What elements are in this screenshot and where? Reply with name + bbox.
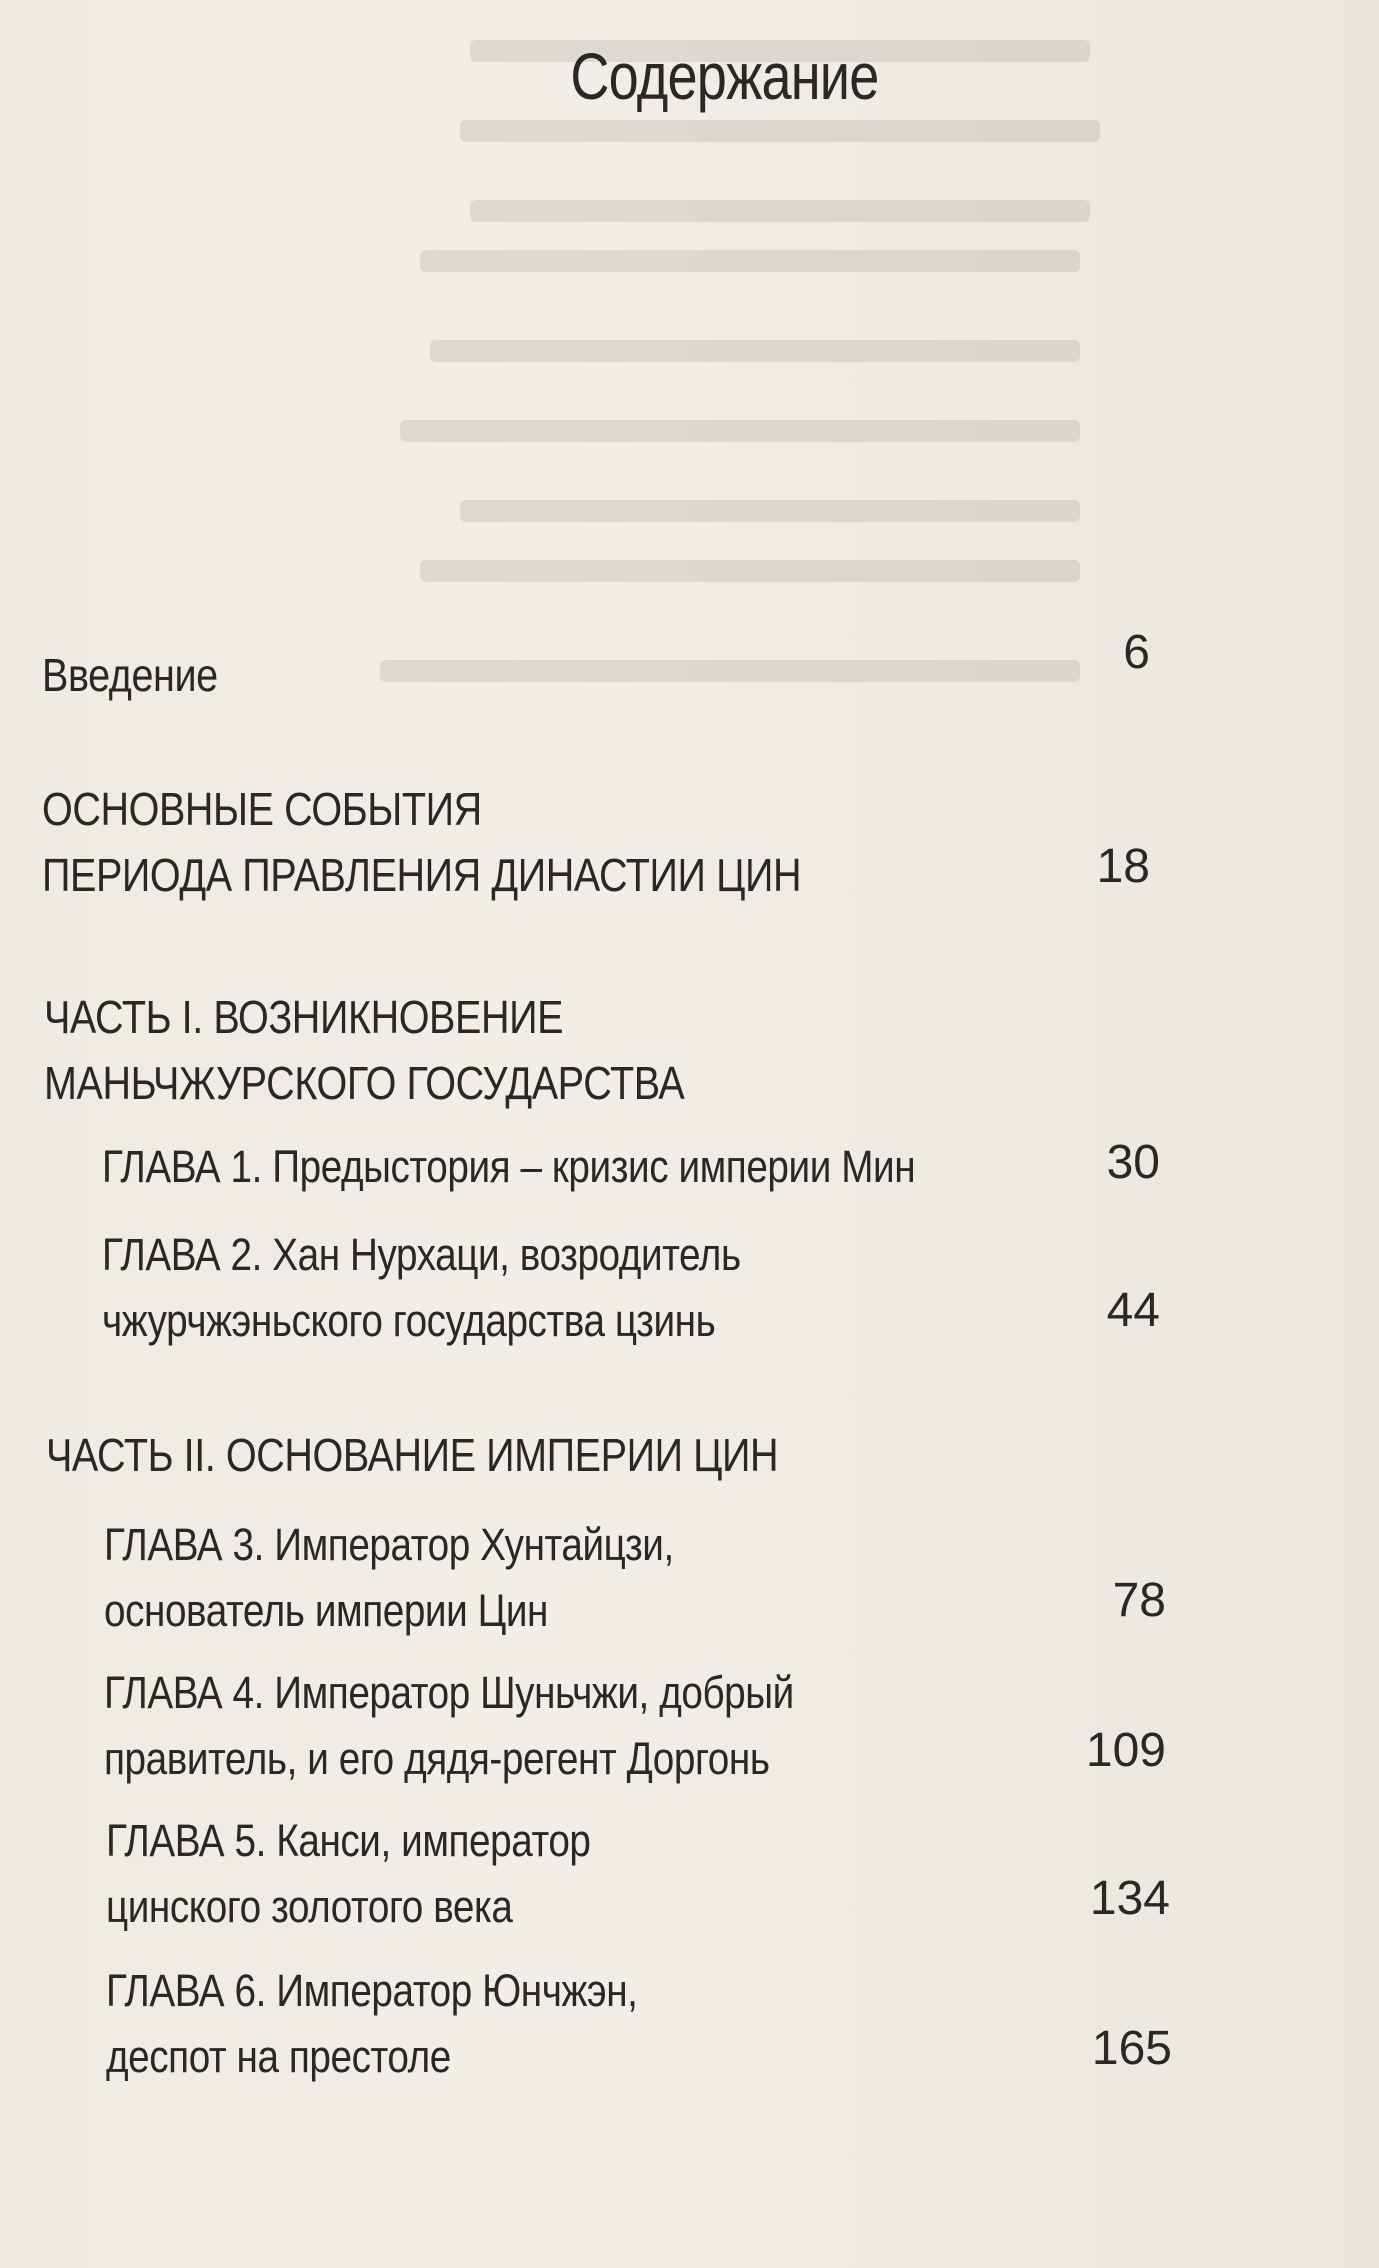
toc-part-line: ЧАСТЬ I. ВОЗНИКНОВЕНИЕ — [44, 991, 564, 1043]
toc-page-number: 109 — [1085, 1724, 1166, 1777]
toc-page-number: 6 — [1123, 626, 1150, 679]
toc-entry-main-events — [42, 776, 925, 908]
toc-part-line: ЧАСТЬ II. ОСНОВАНИЕ ИМПЕРИИ ЦИН — [46, 1429, 779, 1481]
toc-part-heading — [44, 984, 789, 1116]
toc-entry-line: ПЕРИОДА ПРАВЛЕНИЯ ДИНАСТИИ ЦИН — [42, 849, 802, 901]
toc-part-heading — [46, 1422, 897, 1488]
toc-part-line: МАНЬЧЖУРСКОГО ГОСУДАРСТВА — [44, 1057, 685, 1109]
toc-page-number: 18 — [1096, 840, 1150, 893]
toc-page-number: 78 — [1112, 1574, 1166, 1627]
toc-chapter-line: ГЛАВА 6. Император Юнчжэн, — [106, 1965, 638, 2016]
toc-page-number: 165 — [1091, 2022, 1172, 2075]
toc-entry-line: ОСНОВНЫЕ СОБЫТИЯ — [42, 783, 482, 835]
toc-chapter-line: цинского золотого века — [106, 1881, 513, 1932]
toc-chapter-line: правитель, и его дядя-регент Доргонь — [104, 1733, 770, 1784]
toc-chapter-entry — [102, 1222, 845, 1354]
toc-page-number: 44 — [1106, 1284, 1160, 1337]
toc-page-number: 134 — [1089, 1872, 1170, 1925]
toc-chapter-line: ГЛАВА 3. Император Хунтайцзи, — [104, 1519, 674, 1570]
toc-entry-introduction — [42, 642, 246, 708]
toc-chapter-line: ГЛАВА 2. Хан Нурхаци, возродитель — [102, 1229, 741, 1280]
toc-chapter-line: чжурчжэньского государства цзинь — [102, 1295, 716, 1346]
toc-chapter-entry — [106, 1808, 669, 1940]
toc-chapter-entry — [104, 1660, 906, 1792]
toc-chapter-line: ГЛАВА 5. Канси, император — [106, 1815, 591, 1866]
toc-chapter-entry — [106, 1958, 724, 2090]
toc-chapter-line: ГЛАВА 1. Предыстория – кризис империи Мин — [102, 1141, 916, 1192]
toc-entry-label: Введение — [42, 649, 218, 701]
toc-chapter-line: ГЛАВА 4. Император Шуньчжи, добрый — [104, 1667, 794, 1718]
toc-chapter-entry — [102, 1134, 1048, 1200]
toc-chapter-entry — [104, 1512, 767, 1644]
toc-chapter-line: деспот на престоле — [106, 2031, 451, 2082]
toc-page-number: 30 — [1106, 1136, 1160, 1189]
toc-chapter-line: основатель империи Цин — [104, 1585, 548, 1636]
page-title: Содержание — [570, 39, 879, 113]
